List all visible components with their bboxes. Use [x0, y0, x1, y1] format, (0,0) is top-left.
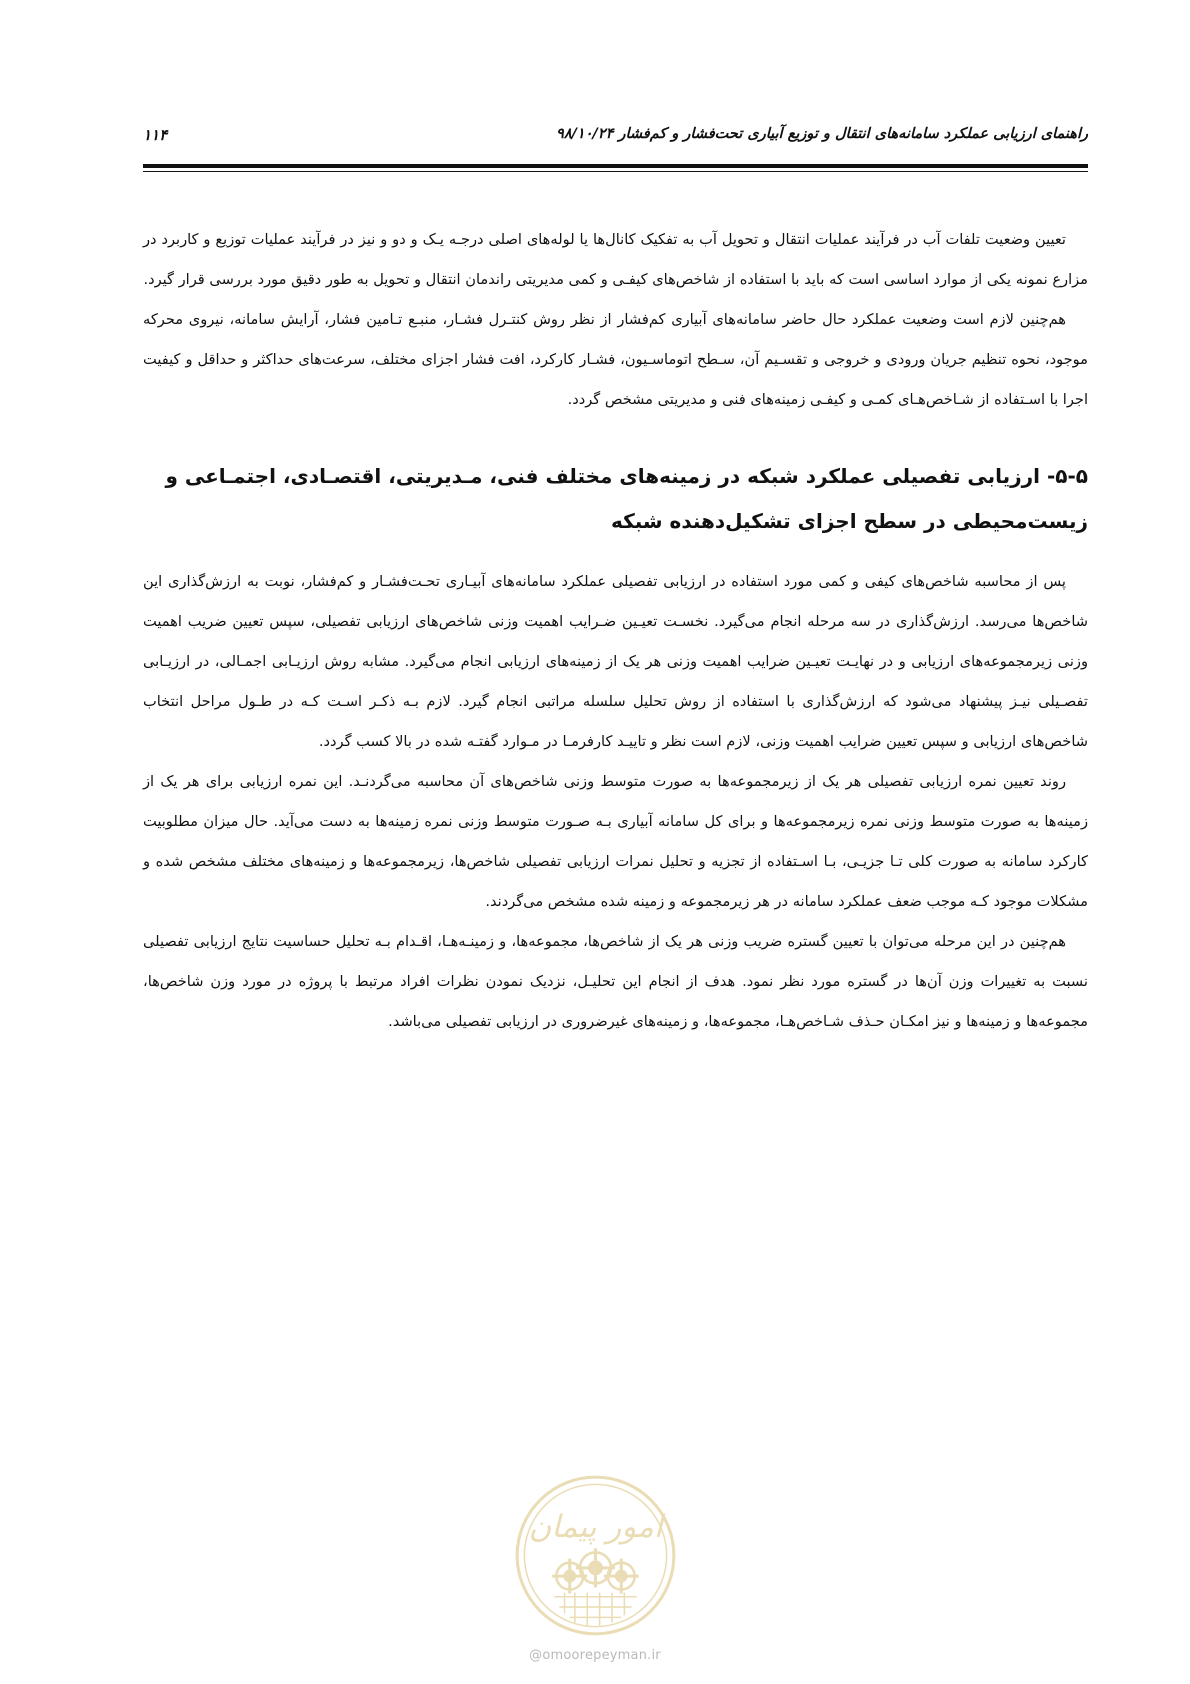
watermark-logo-icon	[513, 1473, 678, 1638]
page-header	[143, 126, 1088, 154]
logo-script: امور پیمان	[528, 1508, 663, 1545]
paragraph-section-2: روند تعیین نمره ارزیابی تفصیلی هر یک از زیرمجموعه‌ها به صورت متوسط وزنی شاخص‌های آن محاسبه می‌گردنـد. این نمره ارزیابی برای هر یک از زمینه‌ها به صورت متوسط وزنی نمره زیرمجموعه‌ها و برای کل سامانه آبیاری بـه صـورت متوسط وزنی نمره زمینه‌ها به دست می‌آید. حال میزان مطلوبیت کارکرد سامانه به صورت کلی تـا جزیـی، بـا اسـتفاده از تجزیه و تحلیل نمرات ارزیابی تفصیلی شاخص‌ها، زیرمجموعه‌ها و زمینه‌های مختلف مشخص شده و مشکلات موجود کـه موجب ضعف عملکرد سامانه در هر زیرمجموعه و زمینه شده مشخص می‌گردند.	[143, 773, 1088, 910]
header-rule-thick	[143, 164, 1088, 168]
header-title: راهنمای ارزیابی عملکرد سامانه‌های انتقال و توزیع آبیاری تحت‌فشار و کم‌فشار	[618, 126, 1088, 142]
header-rule-thin	[143, 171, 1088, 172]
paragraph-section-1: پس از محاسبه شاخص‌های کیفی و کمی مورد استفاده در ارزیابی تفصیلی عملکرد سامانه‌های آبیـاری تحـت‌فشـار و کم‌فشار، نوبت به ارزش‌گذاری این شاخص‌ها می‌رسد. ارزش‌گذاری در سه مرحله انجام می‌گیرد. نخسـت تعیـین ضـرایب اهمیت وزنی شاخص‌های ارزیابی تفصیلی، سپس تعیین ضریب اهمیت وزنی زیرمجموعه‌های ارزیابی و در نهایـت تعیـین ضرایب اهمیت وزنی هر یک از زمینه‌های ارزیابی انجام می‌گیرد. مشابه روش ارزیـابی اجمـالی، در ارزیـابی تفصـیلی نیـز پیشنهاد می‌شود که ارزش‌گذاری با استفاده از روش تحلیل سلسله مراتبی انجام گیرد. لازم بـه ذکـر اسـت کـه در طـول مراحل انتخاب شاخص‌های ارزیابی و سپس تعیین ضرایب اهمیت وزنی، لازم است نظر و تاییـد کارفرمـا در مـوارد گفتـه شده در بالا کسب گردد.	[143, 573, 1088, 750]
paragraph-section-3: هم‌چنین در این مرحله می‌توان با تعیین گستره ضریب وزنی هر یک از شاخص‌ها، مجموعه‌ها، و زمینـه‌هـا، اقـدام بـه تحلیل حساسیت نتایج ارزیابی تفصیلی نسبت به تغییرات وزن آن‌ها در گستره مورد نظر نمود. هدف از انجام این تحلیـل، نزدیک نمودن نظرات افراد مرتبط با پروژه در مورد وزن شاخص‌ها، مجموعه‌ها و زمینه‌ها و نیز امکـان حـذف شـاخص‌هـا، مجموعه‌ها، و زمینه‌های غیرضروری در ارزیابی تفصیلی می‌باشد.	[143, 933, 1088, 1030]
section-heading-line-2: زیست‌محیطی در سطح اجزای تشکیل‌دهنده شبکه	[610, 509, 1088, 533]
page-number: ۱۱۴	[143, 126, 168, 144]
paragraph-intro-1: تعیین وضعیت تلفات آب در فرآیند عملیات انتقال و تحویل آب به تفکیک کانال‌ها یا لوله‌های اصلی درجـه یـک و دو و نیز در فرآیند عملیات توزیع و کاربرد در مزارع نمونه یکی از موارد اساسی است که باید با استفاده از شاخص‌های کیفـی و کمی مدیریتی راندمان انتقال و تحویل به طور دقیق مورد بررسی قرار گیرد.	[143, 231, 1088, 288]
body-content	[143, 220, 1088, 1042]
header-date: ۹۸/۱۰/۲۴	[556, 126, 614, 142]
section-heading	[143, 454, 1088, 544]
section-heading-line-1: ۵-۵- ارزیابی تفصیلی عملکرد شبکه در زمینه‌های مختلف فنی، مـدیریتی، اقتصـادی، اجتمـاعی و	[165, 464, 1088, 488]
paragraph-intro-2: هم‌چنین لازم است وضعیت عملکرد حال حاضر سامانه‌های آبیاری کم‌فشار از نظر روش کنتـرل فشـار، منبـع تـامین فشار، آرایش سامانه، نیروی محرکه موجود، نحوه تنظیم جریان ورودی و خروجی و تقسـیم آن، سـطح اتوماسـیون، فشـار کارکرد، افت فشار اجزای مختلف، سرعت‌های حداکثر و حداقل و کیفیت اجرا با اسـتفاده از شـاخص‌هـای کمـی و کیفـی زمینه‌های فنی و مدیریتی مشخص گردد.	[143, 311, 1088, 408]
header-title-block	[534, 126, 1088, 142]
watermark-site: @omoorepeyman.ir	[529, 1648, 661, 1663]
